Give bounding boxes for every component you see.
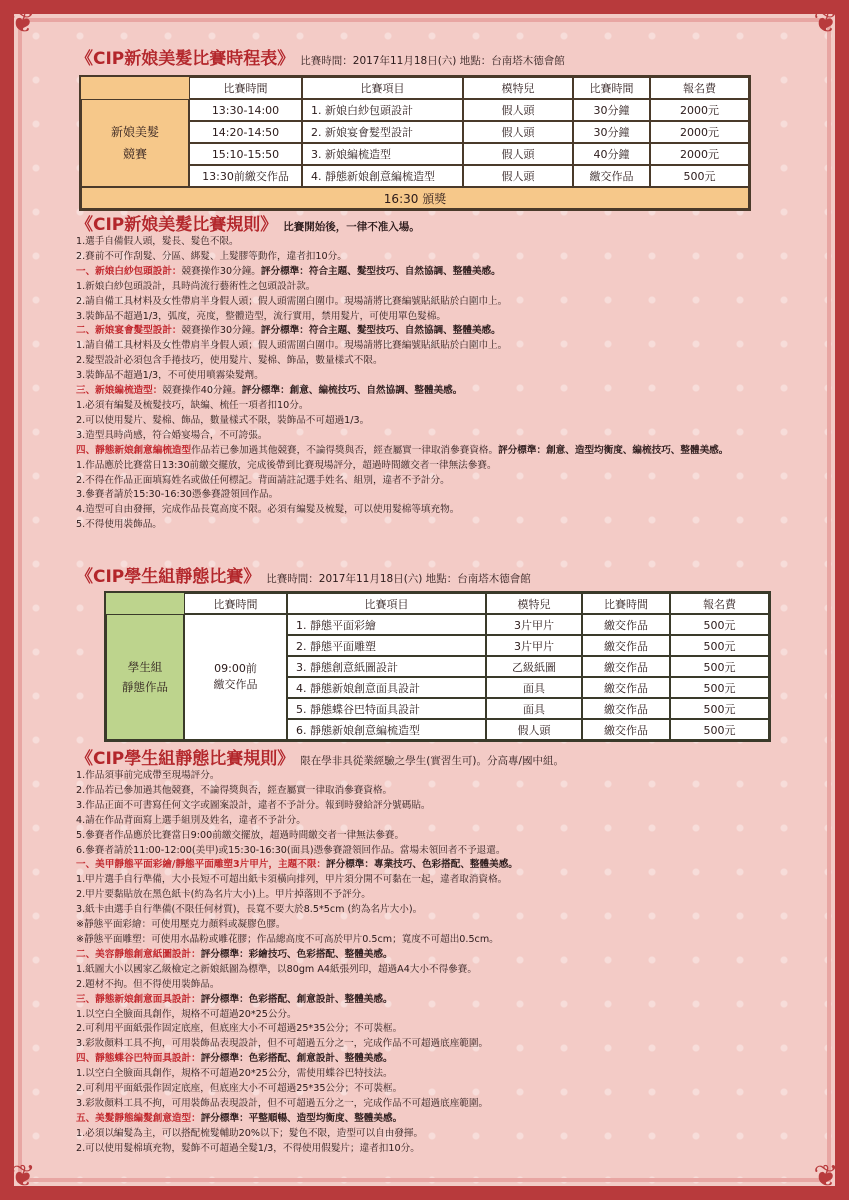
table-cell: 假人頭 xyxy=(463,165,573,187)
table-cell: 2. 新娘宴會髮型設計 xyxy=(302,121,463,143)
table-cell: 繳交作品 xyxy=(582,635,670,656)
rule-line: 3.作品正面不可書寫任何文字或圖案設計，違者不予計分。報到時發給評分號碼貼。 xyxy=(76,799,431,811)
table-cell: 3片甲片 xyxy=(486,614,582,635)
header-spacer xyxy=(106,593,184,614)
rule-line: 1.作品應於比賽當日13:30前繳交擺放，完成後帶到比賽現場評分，超過時間繳交者一律無法參賽。 xyxy=(76,459,497,471)
rule-heading-title: 四、靜態蝶谷巴特面具設計： xyxy=(76,1053,201,1065)
corner-ornament-icon: ❦ xyxy=(813,5,839,40)
section-note: 限在學非具從業經驗之學生(實習生可)。分高專/國中組。 xyxy=(300,755,564,767)
table-row xyxy=(106,614,769,635)
table-header-row xyxy=(81,77,749,99)
rule-heading xyxy=(76,265,809,280)
rule-line: 2.可利用平面紙張作固定底座，但底座大小不可超過25*35公分；不可裝框。 xyxy=(76,1023,403,1035)
rule-criteria: 評分標準：創意、編梳技巧、自然協調、整體美感。 xyxy=(241,385,463,397)
table-cell: 5. 靜態蝶谷巴特面具設計 xyxy=(287,698,486,719)
rule-heading-title: 三、新娘編梳造型： xyxy=(76,385,163,397)
rule-criteria: 評分標準：符合主題、髮型技巧、自然協調、整體美感。 xyxy=(260,325,501,337)
table-cell: 3. 靜態創意紙圖設計 xyxy=(287,656,486,677)
table-cell: 繳交作品 xyxy=(582,614,670,635)
table-cell: 40分鐘 xyxy=(573,143,650,165)
rule-heading-title: 二、美容靜態創意紙圖設計： xyxy=(76,948,201,960)
rule-criteria: 評分標準：彩繪技巧、色彩搭配、整體美感。 xyxy=(200,948,393,960)
table-cell: 4. 靜態新娘創意編梳造型 xyxy=(302,165,463,187)
title-text: 《CIP新娘美髮比賽時程表》 xyxy=(76,49,295,69)
section-title xyxy=(76,210,809,235)
table-cell: 3. 新娘編梳造型 xyxy=(302,143,463,165)
rule-criteria: 評分標準：專業技巧、色彩搭配、整體美感。 xyxy=(326,859,518,871)
rule-line: 3.紙卡由選手自行準備(不限任何材質)，長寬不要大於8.5*5cm (約為名片大小)。 xyxy=(76,904,423,916)
header-cell: 模特兒 xyxy=(486,593,582,614)
table-cell: 13:30-14:00 xyxy=(189,99,302,121)
table-cell: 繳交作品 xyxy=(582,698,670,719)
rule-line: 2.題材不拘。但不得使用裝飾品。 xyxy=(76,978,220,990)
table-row xyxy=(81,99,749,121)
rule-line: 3.彩妝顏料工具不拘，可用裝飾品表現設計，但不可超過五分之一，完成作品不可超過底座範圍。 xyxy=(76,1097,489,1109)
award-time: 16:30 頒獎 xyxy=(81,187,749,209)
rule-line: 1.紙圖大小以國家乙級檢定之新娘紙圖為標準，以80gm A4紙張列印，超過A4大小不得參賽。 xyxy=(76,963,477,975)
rule-heading-title: 二、新娘宴會髮型設計： xyxy=(76,325,182,337)
section-title xyxy=(76,44,809,69)
submit-time: 09:00前 繳交作品 xyxy=(184,614,287,740)
rule-line: 2.作品若已參加過其他競賽，不論得獎與否，經查屬實一律取消參賽資格。 xyxy=(76,784,393,796)
bridal-schedule-table xyxy=(79,75,751,211)
table-cell: 13:30前繳交作品 xyxy=(189,165,302,187)
header-cell: 比賽時間 xyxy=(184,593,287,614)
student-schedule-table xyxy=(104,591,771,742)
header-cell: 報名費 xyxy=(670,593,769,614)
rule-line: 2.甲片要黏貼放在黑色紙卡(約為名片大小)上。甲片掉落則不予評分。 xyxy=(76,889,371,901)
rule-line: 5.參賽者作品應於比賽當日9:00前繳交擺放，超過時間繳交者一律無法參賽。 xyxy=(76,829,405,841)
rule-line: 1.必須有編髮及梳髮技巧，缺編、梳任一項者扣10分。 xyxy=(76,399,309,411)
event-meta: 比賽時間：2017年11月18日(六) 地點：台南塔木德會館 xyxy=(300,55,565,67)
header-spacer xyxy=(81,77,189,99)
table-cell: 500元 xyxy=(670,677,769,698)
rule-line: 6.參賽者請於11:00-12:00(美甲)或15:30-16:30(面具)憑參賽證領回作品。當場未領回者不予退還。 xyxy=(76,844,506,856)
section-student-rules xyxy=(76,744,809,1157)
rule-line: 1.新娘白紗包頭設計，具時尚流行藝術性之包頭設計款。 xyxy=(76,280,316,292)
table-cell: 假人頭 xyxy=(463,99,573,121)
rule-criteria: 評分標準：色彩搭配、創意設計、整體美感。 xyxy=(200,993,393,1005)
rule-line: 2.請自備工具材料及女性帶肩半身假人頭；假人頭需圍白圍巾。現場請將比賽編號貼紙貼於白圍巾上。 xyxy=(76,295,508,307)
rule-line: 2.可利用平面紙張作固定底座，但底座大小不可超過25*35公分；不可裝框。 xyxy=(76,1083,403,1095)
rule-line: 2.賽前不可作刮髮、分區、綁髮、上髮膠等動作，違者扣10分。 xyxy=(76,250,347,262)
section-bridal-schedule xyxy=(76,44,809,211)
header-cell: 比賽項目 xyxy=(302,77,463,99)
rule-heading-title: 五、美髮靜態編髮創意造型： xyxy=(76,1112,201,1124)
rule-line: 1.請自備工具材料及女性帶肩半身假人頭；假人頭需圍白圍巾。現場請將比賽編號貼紙貼於白圍巾上。 xyxy=(76,340,508,352)
rule-criteria: 評分標準：符合主題、髮型技巧、自然協調、整體美感。 xyxy=(260,265,501,277)
corner-ornament-icon: ❦ xyxy=(10,1159,36,1194)
rule-heading-desc: 競賽操作30分鐘。 xyxy=(181,265,261,277)
rule-heading-title: 四、靜態新娘創意編梳造型 xyxy=(76,444,192,456)
table-cell: 14:20-14:50 xyxy=(189,121,302,143)
title-text: 《CIP學生組靜態比賽》 xyxy=(76,567,261,587)
table-cell: 500元 xyxy=(670,635,769,656)
rule-line: 1.必須以編髮為主，可以搭配梳髮輔助20%以下；髮色不限，造型可以自由發揮。 xyxy=(76,1127,424,1139)
header-cell: 比賽時間 xyxy=(573,77,650,99)
table-cell: 乙級紙圖 xyxy=(486,656,582,677)
rule-line: 5.不得使用裝飾品。 xyxy=(76,519,162,531)
table-cell: 30分鐘 xyxy=(573,121,650,143)
rule-heading xyxy=(76,993,809,1008)
title-text: 《CIP新娘美髮比賽規則》 xyxy=(76,215,278,235)
table-cell: 500元 xyxy=(670,698,769,719)
title-text: 《CIP學生組靜態比賽規則》 xyxy=(76,749,295,769)
table-header-row xyxy=(106,593,769,614)
rule-line: ※靜態平面彩繪：可使用壓克力顏料或凝膠色膠。 xyxy=(76,919,286,931)
rule-line: 1.甲片選手自行準備，大小長短不可超出紙卡須橫向排列，甲片須分開不可黏在一起，違者取消資格。 xyxy=(76,874,508,886)
corner-ornament-icon: ❦ xyxy=(10,5,36,40)
rule-heading-title: 三、靜態新娘創意面具設計： xyxy=(76,993,201,1005)
rule-criteria: 評分標準：創意、造型均衡度、編梳技巧、整體美感。 xyxy=(498,444,729,456)
section-bridal-rules xyxy=(76,210,809,533)
rule-line: 3.參賽者請於15:30-16:30憑參賽證領回作品。 xyxy=(76,489,279,501)
header-cell: 模特兒 xyxy=(463,77,573,99)
table-footer-row xyxy=(81,187,749,209)
group-label: 新娘美髮 競賽 xyxy=(81,99,189,187)
rule-line: 2.可以使用髮棉填充物，髮飾不可超過全髮1/3，不得使用假髮片；違者扣10分。 xyxy=(76,1142,420,1154)
table-cell: 500元 xyxy=(650,165,749,187)
table-cell: 假人頭 xyxy=(463,121,573,143)
header-cell: 比賽項目 xyxy=(287,593,486,614)
header-cell: 比賽時間 xyxy=(582,593,670,614)
table-cell: 1. 新娘白紗包頭設計 xyxy=(302,99,463,121)
rule-line: 3.彩妝顏料工具不拘，可用裝飾品表現設計，但不可超過五分之一，完成作品不可超過底座範圍。 xyxy=(76,1038,489,1050)
table-cell: 6. 靜態新娘創意編梳造型 xyxy=(287,719,486,740)
rule-heading-desc: 競賽操作40分鐘。 xyxy=(162,385,242,397)
rule-heading-title: 一、新娘白紗包頭設計： xyxy=(76,265,182,277)
header-cell: 報名費 xyxy=(650,77,749,99)
table-cell: 面具 xyxy=(486,698,582,719)
section-note: 比賽開始後，一律不准入場。 xyxy=(283,221,420,233)
section-title xyxy=(76,744,809,769)
table-cell: 2000元 xyxy=(650,121,749,143)
section-title xyxy=(76,562,809,587)
table-cell: 2000元 xyxy=(650,99,749,121)
table-cell: 假人頭 xyxy=(486,719,582,740)
rule-heading-desc: 作品若已參加過其他競賽，不論得獎與否，經查屬實一律取消參賽資格。 xyxy=(191,444,499,456)
table-cell: 繳交作品 xyxy=(582,719,670,740)
rule-heading xyxy=(76,1052,809,1067)
table-cell: 2. 靜態平面雕塑 xyxy=(287,635,486,656)
section-student-schedule xyxy=(76,562,809,742)
rule-criteria: 評分標準：色彩搭配、創意設計、整體美感。 xyxy=(200,1053,393,1065)
rules-list xyxy=(76,235,809,533)
rule-heading xyxy=(76,1112,809,1127)
table-cell: 繳交作品 xyxy=(582,677,670,698)
header-cell: 比賽時間 xyxy=(189,77,302,99)
event-meta: 比賽時間：2017年11月18日(六) 地點：台南塔木德會館 xyxy=(266,573,531,585)
rule-line: 1.選手自備假人頭，髮長、髮色不限。 xyxy=(76,236,239,247)
rule-heading xyxy=(76,324,809,339)
table-cell: 500元 xyxy=(670,614,769,635)
rule-line: 3.裝飾品不超過1/3，不可使用噴霧染髮劑。 xyxy=(76,370,264,382)
rule-heading xyxy=(76,858,809,873)
rule-line: 4.請在作品背面寫上選手組別及姓名，違者不予計分。 xyxy=(76,814,306,826)
rule-heading xyxy=(76,948,809,963)
rule-line: 2.可以使用髮片、髮棉、飾品，數量樣式不限，裝飾品不可超過1/3。 xyxy=(76,414,370,426)
table-cell: 4. 靜態新娘創意面具設計 xyxy=(287,677,486,698)
table-cell: 500元 xyxy=(670,719,769,740)
table-cell: 面具 xyxy=(486,677,582,698)
rule-line: 4.造型可自由發揮，完成作品長寬高度不限。必須有編髮及梳髮，可以使用髮棉等填充物。 xyxy=(76,504,460,516)
table-cell: 3片甲片 xyxy=(486,635,582,656)
rule-heading-title: 一、美甲靜態平面彩繪/靜態平面雕塑3片甲片，主題不限： xyxy=(76,859,327,871)
group-label: 學生組 靜態作品 xyxy=(106,614,184,740)
rule-heading-desc: 競賽操作30分鐘。 xyxy=(181,325,261,337)
rule-line: 3.造型具時尚感，符合婚宴場合，不可誇張。 xyxy=(76,429,268,441)
rule-line: 1.以空白全臉面具創作，規格不可超過20*25公分，需使用蝶谷巴特技法。 xyxy=(76,1068,393,1080)
rule-line: 3.裝飾品不超過1/3，弧度，亮度，整體造型，流行實用，禁用髮片，可使用單色髮棉。 xyxy=(76,310,446,322)
rule-line: ※靜態平面雕塑：可使用水晶粉或雕花膠；作品總高度不可高於甲片0.5cm；寬度不可超出0.5cm。 xyxy=(76,933,499,945)
rule-line: 2.不得在作品正面填寫姓名或做任何標記。背面請註記選手姓名、組別，違者不予計分。 xyxy=(76,474,450,486)
rule-heading xyxy=(76,384,809,399)
table-cell: 假人頭 xyxy=(463,143,573,165)
rule-line: 1.作品須事前完成帶至現場評分。 xyxy=(76,770,220,781)
rule-heading xyxy=(76,444,809,459)
rule-line: 2.髮型設計必須包含手捲技巧，使用髮片、髮棉、飾品，數量樣式不限。 xyxy=(76,355,383,367)
table-cell: 繳交作品 xyxy=(573,165,650,187)
rules-list xyxy=(76,769,809,1157)
table-cell: 繳交作品 xyxy=(582,656,670,677)
rule-criteria: 評分標準：平整順暢、造型均衡度、整體美感。 xyxy=(200,1112,403,1124)
table-cell: 1. 靜態平面彩繪 xyxy=(287,614,486,635)
corner-ornament-icon: ❦ xyxy=(813,1159,839,1194)
table-cell: 2000元 xyxy=(650,143,749,165)
table-cell: 30分鐘 xyxy=(573,99,650,121)
table-cell: 500元 xyxy=(670,656,769,677)
rule-line: 1.以空白全臉面具創作，規格不可超過20*25公分。 xyxy=(76,1008,297,1020)
table-cell: 15:10-15:50 xyxy=(189,143,302,165)
